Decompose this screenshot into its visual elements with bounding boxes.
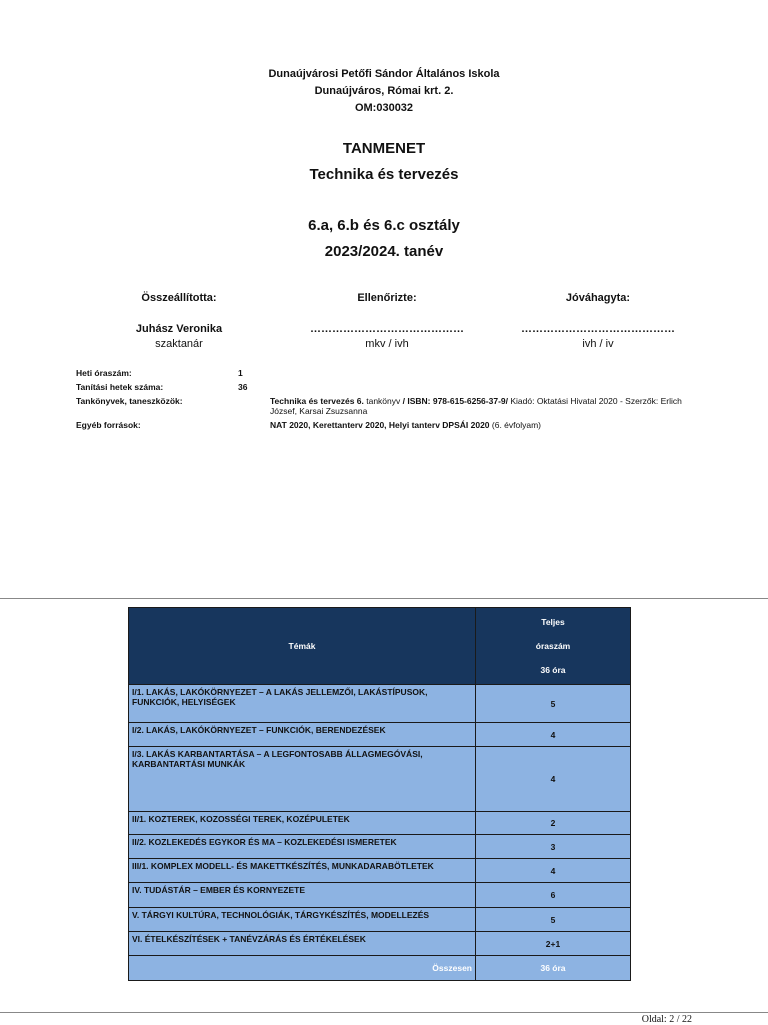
textbook-publisher: Kiadó: Oktatási Hivatal 2020 - Szerzők: Erlich József, Karsai Zsuzsanna [270,396,682,416]
hours-cell: 4 [476,747,631,812]
other-sources-value [270,420,695,430]
course-info [76,368,696,438]
page-number: Oldal: 2 / 22 [641,1014,692,1025]
hours-cell: 3 [476,835,631,859]
table-row [129,812,631,835]
school-om: OM:030032 [354,102,414,114]
signature-role: mkv / ivh [365,338,409,350]
textbook-isbn: / ISBN: 978-615-6256-37-9/ [402,396,508,406]
school-address: Dunaújváros, Római krt. 2. [314,85,454,97]
hours-cell: 4 [476,859,631,883]
table-header-row [129,608,631,685]
signature-label: Jóváhagyta: [565,292,631,304]
table-row [129,908,631,932]
table-row [129,835,631,859]
weekly-hours-label: Heti óraszám: [76,368,132,378]
topic-cell: II/1. KOZTEREK, KOZOSSÉGI TEREK, KOZÉPULETEK [129,812,476,835]
table-row [129,723,631,747]
signature-label: Összeállította: [141,292,217,304]
document-title: TANMENET [342,140,426,157]
weekly-hours-value: 1 [238,368,243,378]
signature-role: ivh / iv [582,338,614,350]
signature-label: Ellenőrizte: [357,292,417,304]
header-hours-line: Teljes [541,617,565,627]
document-title-block [0,136,768,188]
topic-cell: IV. TUDÁSTÁR – EMBER ÉS KORNYEZETE [129,883,476,908]
table-row [129,747,631,812]
footer-line [0,1012,768,1013]
topic-cell: VI. ÉTELKÉSZÍTÉSEK + TANÉVZÁRÁS ÉS ÉRTÉKELÉSEK [129,932,476,956]
textbooks-label: Tankönyvek, taneszközök: [76,396,183,406]
header-hours-line: 36 óra [540,665,566,675]
other-sources-main: NAT 2020, Kerettanterv 2020, Helyi tanterv DPSÁI 2020 [270,420,490,430]
other-sources-label: Egyéb források: [76,420,141,430]
other-sources-note: (6. évfolyam) [489,420,542,430]
table-total-row [129,956,631,981]
topic-cell: I/1. LAKÁS, LAKÓKÖRNYEZET – A LAKÁS JELLEMZŐI, LAKÁSTÍPUSOK, FUNKCIÓK, HELYISÉGEK [129,685,476,723]
header-hours [476,608,631,685]
school-header [0,66,768,117]
hours-cell: 4 [476,723,631,747]
hours-cell: 2+1 [476,932,631,956]
topic-cell: III/1. KOMPLEX MODELL- ÉS MAKETTKÉSZÍTÉS, MUNKADARABÖTLETEK [129,859,476,883]
hours-cell: 2 [476,812,631,835]
school-year: 2023/2024. tanév [324,243,444,260]
header-topics: Témák [129,608,476,685]
table-row [129,685,631,723]
signature-role: szaktanár [155,338,203,350]
table-row [129,883,631,908]
signature-line: …………………………………… [521,323,675,335]
school-name: Dunaújvárosi Petőfi Sándor Általános Iskola [268,68,500,80]
topic-cell: I/3. LAKÁS KARBANTARTÁSA – A LEGFONTOSABB ÁLLAGMEGÓVÁSI, KARBANTARTÁSI MUNKÁK [129,747,476,812]
total-label: Összesen [129,956,476,981]
signature-line: …………………………………… [310,323,464,335]
textbook-type: tankönyv [363,396,403,406]
class-list: 6.a, 6.b és 6.c osztály [308,217,460,234]
textbooks-value [270,396,695,416]
topic-cell: V. TÁRGYI KULTÚRA, TECHNOLÓGIÁK, TÁRGYKÉSZÍTÉS, MODELLEZÉS [129,908,476,932]
subject-title: Technika és tervezés [309,166,459,183]
weeks-value: 36 [238,382,248,392]
table-row [129,859,631,883]
total-hours: 36 óra [476,956,631,981]
hours-cell: 6 [476,883,631,908]
signature-name: Juhász Veronika [135,323,223,335]
table-row [129,932,631,956]
hours-cell: 5 [476,685,631,723]
class-info-block [0,213,768,265]
weeks-label: Tanítási hetek száma: [76,382,164,392]
header-hours-line: óraszám [535,641,571,651]
topic-cell: II/2. KOZLEKEDÉS EGYKOR ÉS MA – KOZLEKEDÉSI ISMERETEK [129,835,476,859]
page-break-line [0,598,768,599]
hours-cell: 5 [476,908,631,932]
textbook-title: Technika és tervezés 6. [270,396,364,406]
topics-table [128,607,631,981]
topic-cell: I/2. LAKÁS, LAKÓKÖRNYEZET – FUNKCIÓK, BERENDEZÉSEK [129,723,476,747]
